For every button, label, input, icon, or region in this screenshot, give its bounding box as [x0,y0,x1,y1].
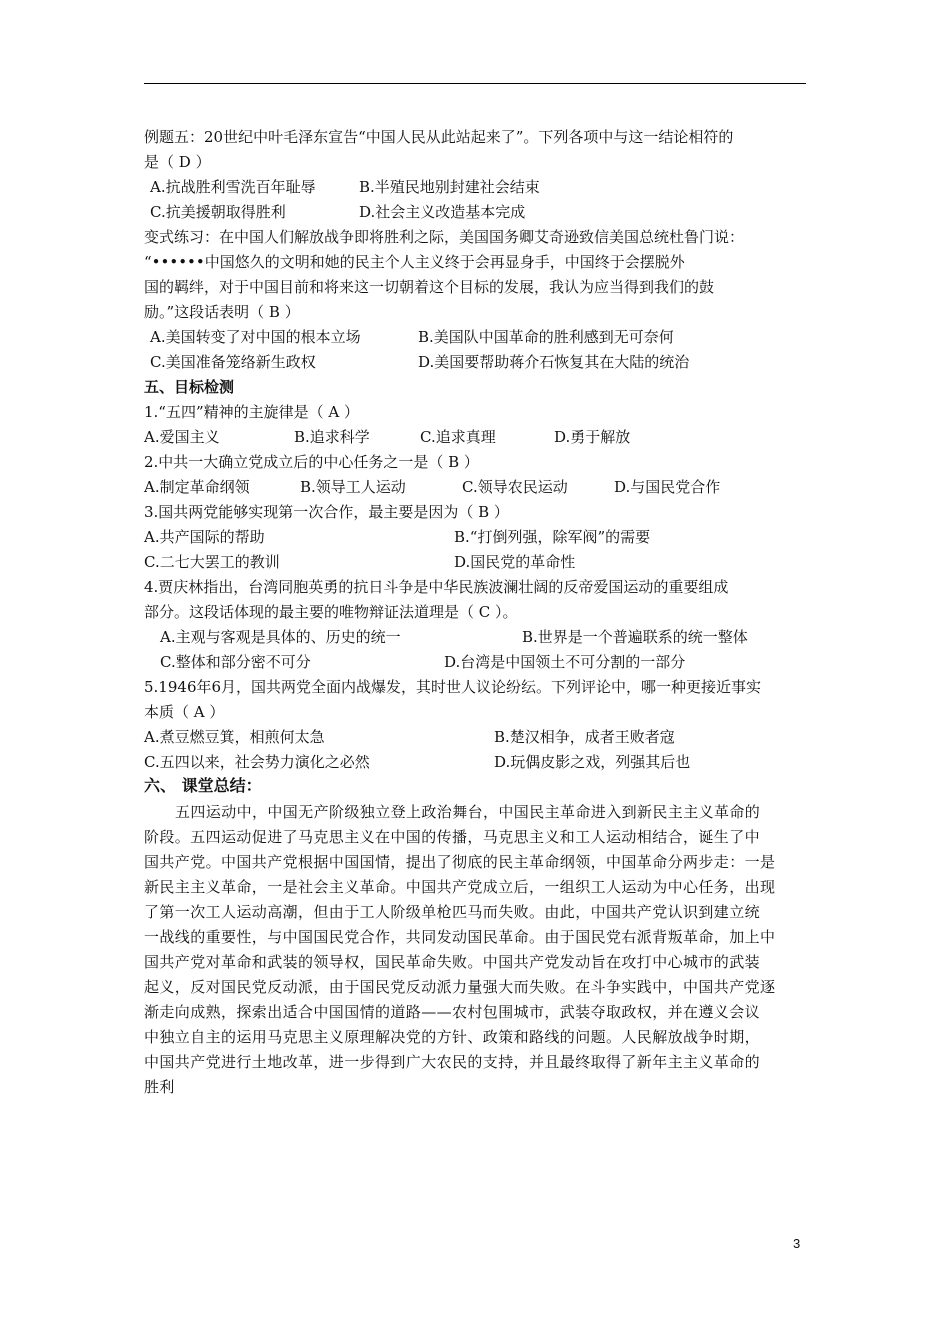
q2-stem: 2.中共一大确立党成立后的中心任务之一是（ B ） [144,453,479,471]
q5-stem-line1: 5.1946年6月，国共两党全面内战爆发，其时世人议论纷纭。下列评论中，哪一种更接近事实 [144,678,762,696]
summary-line: 起义，反对国民党反动派，由于国民党反动派力量强大而失败。在斗争实践中，中国共产党逐 [144,978,776,996]
example5-option-d: D.社会主义改造基本完成 [359,203,526,221]
summary-line: 中独立自主的运用马克思主义原理解决党的方针、政策和路线的问题。人民解放战争时期， [144,1028,761,1046]
summary-line: 一战线的重要性，与中国国民党合作，共同发动国民革命。由于国民党右派背叛革命，加上中 [144,928,776,946]
example5-stem-line2: 是（ D ） [144,153,211,171]
q4-stem-line1: 4.贾庆林指出，台湾同胞英勇的抗日斗争是中华民族波澜壮阔的反帝爱国运动的重要组成 [144,578,729,596]
q1-option-d: D.勇于解放 [554,428,631,446]
q3-option-c: C.二七大罢工的教训 [144,553,280,571]
summary-line: 阶段。五四运动促进了马克思主义在中国的传播，马克思主义和工人运动相结合，诞生了中 [144,828,761,846]
q5-option-c: C.五四以来，社会势力演化之必然 [144,753,370,771]
variant-option-b: B.美国队中国革命的胜利感到无可奈何 [418,328,674,346]
header-rule [144,83,806,84]
q2-option-d: D.与国民党合作 [614,478,721,496]
q5-option-b: B.楚汉相争，成者王败者寇 [494,728,675,746]
summary-line: 渐走向成熟，探索出适合中国国情的道路——农村包围城市，武装夺取政权，并在遵义会议 [144,1003,761,1021]
variant-stem-line4: 励。”这段话表明（ B ） [144,303,300,321]
q3-stem: 3.国共两党能够实现第一次合作，最主要是因为（ B ） [144,503,509,521]
q3-option-a: A.共产国际的帮助 [144,528,265,546]
section6-heading: 六、 课堂总结： [144,776,262,795]
q4-stem-line2: 部分。这段话体现的最主要的唯物辩证法道理是（ C ）。 [144,603,518,621]
summary-line: 国共产党。中国共产党根据中国国情，提出了彻底的民主革命纲领，中国革命分两步走：一是 [144,853,776,871]
q1-stem: 1.“五四”精神的主旋律是（ A ） [144,403,360,421]
q1-option-a: A.爱国主义 [144,428,220,446]
q1-option-b: B.追求科学 [294,428,370,446]
variant-option-a: A.美国转变了对中国的根本立场 [150,328,361,346]
section5-heading: 五、目标检测 [144,378,235,396]
q2-option-c: C.领导农民运动 [462,478,568,496]
q4-option-d: D.台湾是中国领土不可分割的一部分 [444,653,686,671]
q4-option-b: B.世界是一个普遍联系的统一整体 [522,628,748,646]
summary-line: 国共产党对革命和武装的领导权，国民革命失败。中国共产党发动旨在攻打中心城市的武装 [144,953,761,971]
variant-option-c: C.美国准备笼络新生政权 [150,353,316,371]
page-number: 3 [793,1236,801,1251]
summary-line: 胜利 [144,1078,175,1096]
q2-option-b: B.领导工人运动 [300,478,406,496]
q1-option-c: C.追求真理 [420,428,496,446]
q4-option-a: A.主观与客观是具体的、历史的统一 [160,628,401,646]
variant-stem-line1: 变式练习：在中国人们解放战争即将胜利之际，美国国务卿艾奇逊致信美国总统杜鲁门说： [144,228,745,246]
summary-line: 新民主主义革命，一是社会主义革命。中国共产党成立后，一组织工人运动为中心任务，出现 [144,878,776,896]
example5-stem-line1: 例题五：20世纪中叶毛泽东宣告“中国人民从此站起来了”。下列各项中与这一结论相符的 [144,128,734,146]
example5-option-a: A.抗战胜利雪洗百年耻辱 [150,178,316,196]
q5-option-a: A.煮豆燃豆箕，相煎何太急 [144,728,325,746]
q5-stem-line2: 本质（ A ） [144,703,225,721]
q5-option-d: D.玩偶皮影之戏，列强其后也 [494,753,691,771]
variant-option-d: D.美国要帮助蒋介石恢复其在大陆的统治 [418,353,690,371]
summary-line: 中国共产党进行土地改革，进一步得到广大农民的支持，并且最终取得了新年主主义革命的 [144,1053,761,1071]
example5-option-c: C.抗美援朝取得胜利 [150,203,286,221]
q3-option-d: D.国民党的革命性 [454,553,576,571]
q3-option-b: B.“打倒列强，除军阀”的需要 [454,528,651,546]
variant-stem-line2: “••••••中国悠久的文明和她的民主个人主义终于会再显身手，中国终于会摆脱外 [144,253,685,271]
summary-line: 了第一次工人运动高潮，但由于工人阶级单枪匹马而失败。由此，中国共产党认识到建立统 [144,903,761,921]
q2-option-a: A.制定革命纲领 [144,478,250,496]
summary-line: 五四运动中，中国无产阶级独立登上政治舞台，中国民主革命进入到新民主主义革命的 [175,803,761,821]
q4-option-c: C.整体和部分密不可分 [160,653,311,671]
variant-stem-line3: 国的羁绊，对于中国目前和将来这一切朝着这个目标的发展，我认为应当得到我们的鼓 [144,278,715,296]
example5-option-b: B.半殖民地别封建社会结束 [359,178,540,196]
